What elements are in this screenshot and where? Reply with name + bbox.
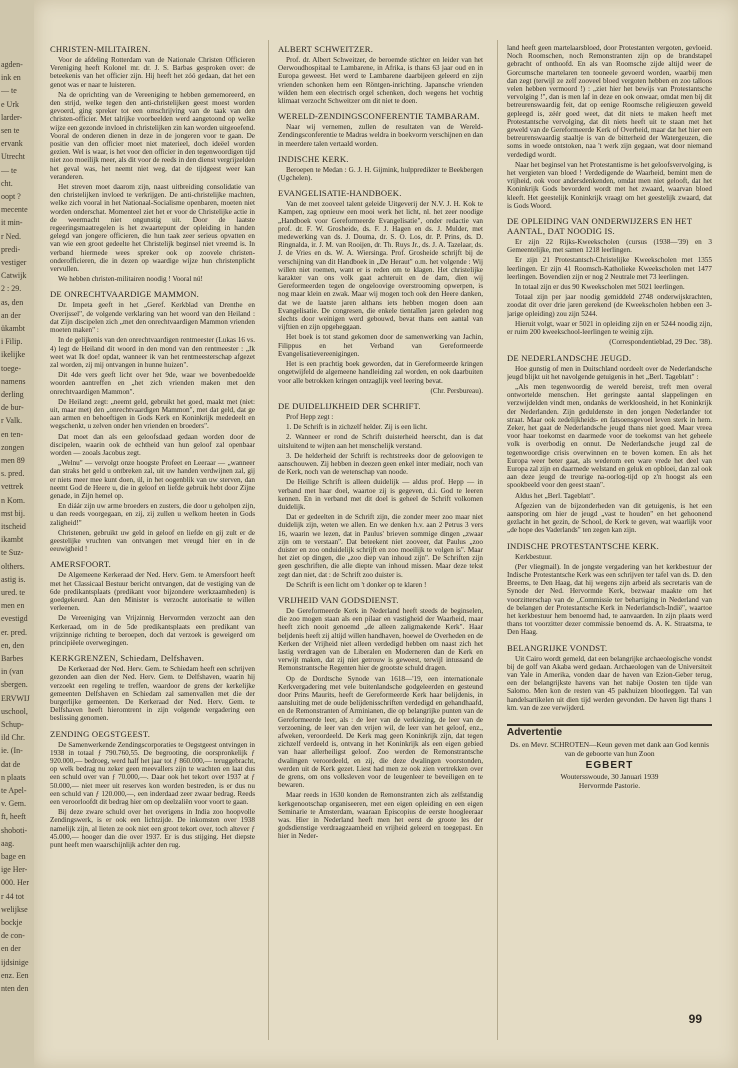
column-2 [278,44,483,843]
margin-fragment: ild Chr. [1,733,26,743]
margin-fragment: Barbes [1,654,24,663]
article-paragraph: Van de met zooveel talent geleide Uitgeverij der N.V. J. H. Kok te Kampen, zag opnieuw een mooi werk het licht, nl. het zeer noodige „Handboek voor Gereformeerde Evangelisatie", onder redactie van prof. dr. F. W. Grosheide, ds. F. J. Hagen en ds. J. Mulder, met medewerking van ds. J. Douma, dr. S. O. Los, dr. P. Prins, ds. D. Ringnalda, ir. J. M. van Rooijen, dr. Th. Ruys Jr., ds. J. A. Tazelaar, ds. J. de Vries en ds. W. A. Wiersinga. Prof. Grosheide schrijft bij de verschijning van dit Handboek in „De Heraut" o.m. het volgende : Wij willen niet roemen, want er is reden om te klagen. Het christelijke karakter van ons volk gaat achteruit en de dam, dien wij Gereformeerden tegen de ongeloovige overstrooming opwerpen, is nog maar klein en zwak. Maar wij mogen toch ook den Heere danken, dat we de laatste jaren althans iets hebben mogen doen aan Evangelisatie. De congresen, die enkele tientallen jaren geleden nog slechts door weinigen werd gebouwd, bevat thans een aantal van vijftien en zijn opgeheggaan. [278,200,483,332]
column-1 [50,44,255,851]
article-paragraph: Na de oprichting van de Vereeniging te hebben gememoreerd, en den strijd, welke tegen den anti-christelijken geest moest worden gevoerd, ging spreker tot een omschrijving van de taak van den christen-officier. Met talrijke voorbeelden werd aangetoond op welke wijze een gezonde invloed in christelijken zin kan worden uitgeoefend. Vooral de onderen dienen in deze in de jongeren voor te gaan. De positie van den officier moet niet materieel, doch ideëel worden gezien. Wel is waar, is het voor den officier in den tegenwoordigen tijd niet zoo moeilijk meer, als dit voor de reeds in den dienst vergrijzelden het geval was, het neemt niet weg, dat de tijdgeest weer kan veranderen. [50,90,255,181]
article-paragraph: Op de Dordtsche Synode van 1618—'19, een internationale Kerkvergadering met vele buitenlandsche godgeleerden en gesteund door Prins Maurits, heeft de Gereformeerde Kerk haar belijdenis, in aansluiting met de oude belijdenisschriften verdedigd en gehandhaafd, en de Remonstranten of Arminianen, die op belangrijke punten van de Gereformeerde leer, als : de leer van de verkiezing, de leer van de verzoening, de leer van den vrijen wil, de leer van het geloof, enz., afweken, veroordeeld. De Kerk mag geen Koninkrijk zijn, dat tegen zichzelf verdeeld is, ontvang in het Koninkrijk als een eigen gebied van haar allerheiligst geloof. Zoo werden de Remonstrantsche dwalingen veroordeeld, en zij, die deze dwalingen voorstonden, werden uit de Kerk gezet. Liest had men ze ook zien vertrekken over de grens, om ons volksleven voor de leugenleer te beveiligen en te bewaren. [278,674,483,790]
margin-fragment: enz. Een [1,970,29,980]
article-paragraph: land heeft geen martelaarsbloed, door Protestanten vergoten, gevloeid. Noch Roomschen, noch Remonstranten zijn op de brandstapel gebracht of onthoofd. En als van Roomsche zijde altijd weer de Gorcumsche martelaren ten tooneele gevoerd worden, waarbij men dan zegt (terwijl ze zelf zooveel bloed vergoten hebben en zoo talloos velen hebben vermoord !) : „ziet hier het bewijs van Protestantsche vervolging !", dan is men laf in deze en ook onwaar, omdat men bij dit betreurenswaardig feit, dat op eenige Roomsche religieuzen geweld gepleegd is, zéér goed weet, dat dit niets te maken heeft met Protestantsche vervolging, dat dit niets heeft uit te staan met het geweld van de Gereformeerde Kerk of Overheid, maar dat het hier een betreurenswaardig staaltje is van de bitterheid der Watergeuzen, die soms in woede ontstoken, naa 't werk zijn gegaan, wat door niemand verdedigd wordt. [507,44,712,159]
article-heading: EVANGELISATIE-HANDBOEK. [278,188,402,199]
column-divider [497,40,498,1040]
article-heading: ALBERT SCHWEITZER. [278,44,374,54]
article-paragraph: Naar het beginsel van het Protestantisme is het geloofsvervolging, is het vergieten van bloed ! Verdedigende de Waarheid, bemint men de vrijheid, ook voor andersdenkenden, omdat men niet gelooft, dat het Koninkrijk Gods bevorderd wordt met het zwaard, waarvan bloed kleeft. Het geestelijk Koninkrijk vraagt om het geestelijk zwaard, dat is Gods Woord. [507,160,712,210]
article-heading: AMERSFOORT. [50,559,111,570]
margin-fragment: cht. [1,178,13,188]
advertisement-title: Advertentie [507,727,563,739]
margin-fragment: 000. Her [1,878,29,888]
article-paragraph: De Vereeniging van Vrijzinnig Hervormden verzocht aan den Kerkeraad, om in de 5de predikantsplaats een predikant van vrijzinnige richting te beroepen, doch dat verzoek is geweigerd om principiëele overwegingen. [50,614,255,647]
margin-fragment: astig is. [1,574,26,584]
article-paragraph: En diáár zijn uw arme broeders en zusters, die door u geholpen zijn, u dan reeds voorgegaan, en zij, zij zullen u welkom heeten in Gods zaligheid!" [50,502,255,527]
margin-fragment: i Filip. [1,337,23,347]
margin-fragment: itscheid [1,522,26,531]
margin-fragment: ikambt [1,535,24,545]
article-paragraph: „Als men tegenwoordig de wereld bereist, treft men overal ontwortelde menschen. Het geringste aantal slappelingen en verzwijdelden vindt men, ondanks de werkloosheid, in het Koninkrijk der Nederlanden. Zijn geduldenste in den jongen Nederlander tot straat. Maar ook zedelijkheids- en fatsoensgevoel leven sterk in hem. Zeker, het gaat de Nederlandsche jeugd thans niet goed. Maar vreea voor haar toekomst en daarmede voor de toekomst van het geheele volk is overbodig en onnut. De Nederlandsche jeugd zal de tegenwoordige crisis overwinnen en te boven komen. En als het Europa weer beter gaat, als wederom een ware vrede het deel van Europa zal zijn en daarmede welstand en geluk en opbloei, dan zal ook aan deze jeugd de treurige na-oorlog-tijd op z'n hoogst als een spookbeeld voor den geest staan". [507,382,712,490]
article-paragraph: Kerkbestuur. [515,552,552,561]
margin-fragment: oopt ? [1,192,21,201]
article-paragraph: Dat moet dan als een geloofsdaad gedaan worden door de discipelen, waarin ook de echtheid van hun geloof zal openbaar worden — zooals Jacobus zegt. [50,432,255,457]
article-paragraph: „Welnu" — vervolgt onze hoogste Profeet en Leeraar — „wanneer dan straks het geld u ontbreken zal, uit uw handen verdwijnen zal, gij er niets meer mee kunt doen, úl, in het oogenblik van uw sterven, dan neemt God de Heere u, die in geloof en liefde gebruik hebt door Zijne genade, in Zijn hemel op. [50,459,255,500]
article-paragraph: 1. De Schrift is in zichzelf helder. Zij is een licht. [286,423,428,432]
margin-fragment: predi- [1,244,21,254]
article-heading: KERKGRENZEN, Schiedam, Delfshaven. [50,653,205,664]
margin-fragment: ükambt [1,324,25,333]
margin-fragment: ikelijke [1,350,25,360]
margin-fragment: ige Her- [1,865,28,875]
margin-fragment: ie. (In- [1,746,23,756]
article-paragraph: Hieruit volgt, waar er 5021 in opleiding zijn en er 5244 noodig zijn, er ruim 200 kweekschool-leerlingen te weinig zijn. [507,319,712,337]
margin-fragment: in (van [1,667,24,677]
margin-fragment: Schup- [1,720,24,729]
margin-fragment: — te [1,86,17,96]
margin-fragment: bockje [1,918,23,927]
article-paragraph: In totaal zijn er dus 90 Kweekscholen met 5021 leerlingen. [515,283,685,292]
article-paragraph: De Kerkeraad der Ned. Herv. Gem. te Schiedam heeft een schrijven gezonden aan dien der Ned. Herv. Gem. te Delfshaven, waarin hij verzoekt een regeling te treffen, waardoor de grens der kerkelijke gemeenten Delfshaven en Schiedam zal samenvallen met die der burgerlijke gemeenten. De Kerkeraad der Ned. Herv. Gem. te Delfshaven heeft hieromtrent in zijn volgende vergadering een beslissing genomen. [50,665,255,723]
margin-fragment: v. Gem. [1,799,27,809]
advertisement-place-date: Woutersswoude, 30 Januari 1939 [560,772,659,782]
article-heading: DE ONRECHTVAARDIGE MAMMON. [50,289,199,300]
article-heading: INDISCHE PROTESTANTSCHE KERK. [507,540,659,551]
article-paragraph: De Algemeene Kerkeraad der Ned. Herv. Gem. te Amersfoort heeft met het Classicaal Bestuur bericht ontvangen, dat de vestiging van de 6de predikantsplaats (predikant voor bijzondere werkzaamheden) is goedgekeurd. Aan den Minister is verzocht autorisatie te willen verleenen. [50,571,255,613]
article-paragraph: (Per vliegmail). In de jongste vergadering van het kerkbestuur der Indische Protestantsche Kerk was een schrijven ter tafel van ds. D. den Breems, te Den Haag, dat hij wegens zijn arbeid als secretaris van de Synode der Ned. Hervormde Kerk, bezwaar maakte om het voorzitterschap van de „Commissie ter behartiging in Nederland van de belangen der Protestantsche Kerk in Nederlandsch-Indië", waartoe het kerkbestuur hem benoemd had, te aanvaarden. In zijn plaats werd thans tot voorzitter dezer commissie benoemd ds. A. K. Straatsma, te Den Haag. [507,562,712,637]
margin-fragment: s. pred. [1,469,25,479]
article-paragraph: Beroepen te Medan : G. J. H. Gijmink, hulppredikter te Beekbergen (Ugchelen). [278,165,483,183]
margin-fragment: vestiger [1,258,27,267]
article-paragraph: Voor de afdeling Rotterdam van de Nationale Christen Officieren Vereniging heeft Kolonel mr. dr. J. S. Barbas gesproken over: de beteekenis van het officier zijn. Hij heeft het zóó gedaan, dat het een genot was er naar te luisteren. [50,56,255,89]
margin-fragment: te Suz- [1,548,24,558]
margin-fragment: de bur- [1,403,24,413]
article-heading: ZENDING OEGSTGEEST. [50,728,151,739]
margin-fragment: men en [1,601,25,611]
margin-fragment: mecente [1,205,28,215]
margin-fragment: ervank [1,139,23,149]
article-heading: WERELD-ZENDINGSCONFERENTIE TAMBARAM. [278,111,480,122]
margin-fragment: it min- [1,218,23,228]
margin-fragment: toege- [1,363,21,373]
advertisement-text: Ds. en Mevr. SCHROTEN—Keun geven met dank aan God kennis van de geboorte van hun Zoon [510,740,709,758]
adjacent-page-margin [0,0,35,1068]
article-heading: DE DUIDELIJKHEID DER SCHRIFT. [278,400,421,411]
margin-fragment: mst bij. [1,508,26,518]
margin-fragment: er. pred. [1,627,27,637]
article-paragraph: De Gereformeerde Kerk in Nederland heeft steeds de beginselen, die zoo mogen staan als een pilaar en vastigheid der Waarheid, maar heeft zich nooit genoemd „de alleen zaligmakende Kerk". Haar beljdenis heeft zij altijd willen handhaven, hoewel de Overheden en de Kerken der Vrijheid niet alleen verdedigd hebben om naast zich het lastig verdragen van de Liberalen en Moderneren dan de Kerk en verwijt maken, dat zij niet getrouw is geweest, terwijl intussand de Remonstrantsche Regenten hier de grootste schuld dragen. [278,606,483,673]
article-heading: DE OPLEIDING VAN ONDERWIJZERS EN HET AANTAL, DAT NOODIG IS. [507,216,693,237]
article-paragraph: Afgezien van de bijzonderheden van dit getuigenis, is het een aansporing om hier de jeugd „vast te houden" en het gehoonend gezlacht in het gezin, de School, de Kerk te geven, wat waarlijk voor „de hope des Vaderlands" ten zegen kan zijn. [507,501,712,535]
margin-fragment: e Urk [1,99,19,109]
margin-fragment: welijkse [1,904,28,914]
margin-fragment: bage en [1,852,26,861]
margin-fragment: men 89 [1,456,25,465]
margin-fragment: ured. te [1,588,25,597]
article-heading: CHRISTEN-MILITAIREN. [50,44,151,54]
article-paragraph: Prof Hepp zegt : [286,412,334,421]
margin-fragment: nten den [1,984,29,993]
article-paragraph: De Samenwerkende Zendingscorporaties te Oegstgeest ontvingen in 1938 in totaal ƒ 790.760,55. De begrooting, die oorspronkelijk ƒ 920.000,— bedroeg, werd half het jaar tot ƒ 860.000,— teruggebracht, op welk bedrag nu zeker geen meevallers zijn te wachten en laat dus een schuld over van ƒ 70.000,—. Daar ook het tekort over 1937 at ƒ 50.000,— niet meer uit reserves kon worden bestreden, is er dus nu een schuld van ƒ 120.000,—, een inderdaad zeer zwaar bedrag. Reeds een veroorloofdt dit bedrag hier om op deelzaliën voor voort te gaan. [50,740,255,807]
margin-fragment: sbergen. [1,680,28,690]
margin-fragment: olthers. [1,561,25,571]
article-heading: BELANGRIJKE VONDST. [507,642,608,653]
margin-fragment: vettrek [1,482,24,492]
article-paragraph: Bij deze zware schuld over het overigens in India zoo hoopvolle Zendingswerk, is er ook een lichtzijde. De inkomsten over 1938 namelijk zijn, al lieten ze ook niet een groot tekort over, toch altever ƒ 45.000,— hooger dan die over 1937. Er is dus stijging. Het diepste punt heeft men waarschijnlijk achter den rug. [50,808,255,850]
article-source: (Correspondentieblad, 29 Dec. '38). [609,338,712,347]
article-paragraph: Naar wij vernemen, zullen de resultaten van de Wereld-Zendingsconferentie te Madras weldra in boekvorm verschijnen en dan in meerdere talen vertaald worden. [278,123,483,148]
column-divider [268,40,269,1040]
margin-fragment: larder- [1,112,23,122]
article-paragraph: Maar reeds in 1630 konden de Remonstranten zich als zelfstandig kerkgenootschap organiseeren, met een eigen opleiding en een eigen Seminarie te Amsterdam, waaraan Episcopius de eerste hoogleeraar was. Hier in Nederland heeft men het eerst de groote les der godsdienstige verdraagzaamheid en vrijheid geleerd en toegepast. En hier in Neder- [278,791,483,841]
article-paragraph: Het is een prachtig boek geworden, dat in Gereformeerde kringen ongetwijfeld de algemeene handleiding zal worden, en ook daarbuiten voor alle betrokken kringen ontzaglijk veel leering bevat. [278,360,483,385]
margin-fragment: uschool, [1,706,28,716]
article-paragraph: Er zijn 22 Rijks-Kweekscholen (cursus (1938—'39) en 3 Gemeentelijke, met samen 1218 leerlingen. [507,238,712,255]
margin-fragment: en, den [1,640,25,650]
margin-fragment: namens [1,376,26,386]
article-paragraph: Het boek is tot stand gekomen door de samenwerking van Jachin, Filippus en het Verband van Gereformeerde Evangelisatievereenigingen. [278,333,483,358]
margin-fragment: shoboti- [1,825,28,835]
margin-fragment: en ten- [1,429,23,439]
article-paragraph: In de gelijkenis van den onrechtvaardigen rentmeester (Lukas 16 vs. 4) legt de Heiland dit woord in den mond van den rentmeester : „Ik weet wat Ik doe! opdat, wanneer ik van het rentmeesterschap afgezet zal worden, zij mij ontvangen in hunne huizen". [50,336,255,369]
margin-fragment: ijdsinige [1,957,29,967]
margin-fragment: — te [1,165,17,175]
margin-fragment: as, den [1,297,24,307]
margin-fragment: te Apel- [1,786,27,795]
article-heading: INDISCHE KERK. [278,153,349,164]
page-number: 99 [688,1012,702,1026]
article-paragraph: Dr. Impeta geeft in het „Geref. Kerkblad van Drenthe en Overijssel", de volgende verklaring van het woord van den Heiland : dat Zijn discipelen zich „met den onrechtvaardigen Mammon vrienden moeten maken" : [50,301,255,335]
margin-fragment: de con- [1,931,25,941]
article-paragraph: De Schrift is een licht om 't donker op te klaren ! [286,580,427,589]
article-paragraph: Er zijn 21 Protestantsch-Christelijke Kweekscholen met 1355 leerlingen. Er zijn 41 Roomsch-Katholieke Kweekscholen met 1477 leerlingen. Bovendien zijn er nog 2 Neutrale met 73 leerlingen. [507,256,712,281]
margin-fragment: 2 : 29. [1,284,22,294]
margin-fragment: ERVWIJ [1,693,30,703]
article-paragraph: Prof. dr. Albert Schweitzer, de beroemde stichter en leider van het Oerwoudhospitaal te Lambarene, in Afrika, is thans 63 jaar oud en in Europa geweest. Het werd te Lambarene daarbijeen geleerd en zijn vrienden schonken hem een Röntgen-inrichting. Japansche vrienden wilden hem een electrisch orgel schenken, doch wegens het vochtig klimaat verzocht Schweitzer om dit niet te doen. [278,56,483,106]
margin-fragment: derling [1,390,24,399]
margin-fragment: evestigd [1,614,28,624]
article-paragraph: 3. De helderheid der Schrift is rechtstreeks door de geloovigen te aanschouwen. Zij hebben in deezen geen enkel inter mediair, noch van de Kerk, noch van de wetenschap van noode. [278,451,483,477]
article-paragraph: Christenen, gebruikt uw geld in geloof en liefde en gij zult er de geestelijke vruchten van ontvangen met vreugd hier en in de eeuwigheid ! [50,528,255,554]
margin-fragment: agden- [1,60,23,69]
margin-fragment: Utrecht [1,152,25,162]
margin-fragment: sen te [1,126,20,135]
article-heading: DE NEDERLANDSCHE JEUGD. [507,352,632,363]
article-paragraph: We hebben christen-militairen noodig ! Vooral nú! [58,275,203,284]
margin-fragment: Catwijk [1,271,27,281]
margin-fragment: r Valk. [1,416,23,426]
article-paragraph: 2. Wanneer er rond de Schrift duisterheid heerscht, dan is dat uitsluitend te wijten aan het menschelijk verstand. [278,433,483,450]
advertisement-child-name: EGBERT [585,760,634,772]
margin-fragment: zongen [1,442,25,452]
article-paragraph: Uit Cairo wordt gemeld, dat een belangrijke archaeologische vondst bij de golf van Akaba werd gedaan. Archaeologen van de Universiteit van Yale in Amerika, vonden daar de haven van Ezion-Geber terug, een der belangrijkste havens van het nabije Oosten ten tijde van Salomo. Men kon de resten van 45 pakhuizen blootleggen. Tal van handelsartikelen uit dien tijd werden gevonden. De haven ligt thans 1 km. van de zee verwijderd. [507,654,712,712]
advertisement [507,724,712,790]
article-paragraph: Totaal zijn per jaar noodig gemiddeld 2748 onderwijskrachten, zoodat dit over drie jaren gerekend (de Kweekscholen hebben een 3-jarige opleiding) zou zijn 5244. [507,293,712,318]
margin-fragment: an der [1,310,21,320]
margin-fragment: ink en [1,73,21,83]
advertisement-sender: Hervormde Pastorie. [578,780,641,790]
column-3 [507,44,712,790]
margin-fragment: n plaats [1,772,26,782]
article-paragraph: De Heiland zegt: „neemt geld, gebruikt het goed, maakt met (niet: uit, maar met) den „onrechtvaardigen Mammon", met dat geld, dat ge aan armen en behoeftigen in Gods Kerk en Koninkrijk mededeelt en wegschenkt, u zelven onder hen vrienden en broeders". [50,397,255,431]
margin-fragment: n Kom. [1,495,25,505]
article-paragraph: De Heilige Schrift is alleen duidelijk — aldus prof. Hepp — in verband met haar doel, waartoe zij is gegeven, d.i. God te leeren kennen. En in verband met dit doel is geheel de Schrift volkomen duidelijk. [278,478,483,511]
article-paragraph: Hoe gunstig of men in Duitschland oordeelt over de Nederlandsche jeugd blijkt uit het navolgende getuigenis in het „Berl. Tageblatt" : [507,364,712,381]
article-paragraph: Het streven moet daarom zijn, naast uitbreiding consolidatie van den christelijken invloed te verkrijgen. De anti-christelijke machten, welke zich vooral in het Nationaal-Socialisme openbaren, moeten niet worden onderschat. Momenteel ziet het er voor de Christelijke actie in de weermacht niet ongunstig uit. Door de laatste regeeringsmaatregelen is het zwaartepunt der opleiding in handen gelegd van jongere officieren, die hun taak zeer serieus opvatten en van wie een groot gedeelte het Christelijk beginsel niet vreemd is. In verband hiermede wees spreker ook op zoovele christen-onderofficieren, die in dezen op waardige wijze hun christenplicht vervullen. [50,183,255,274]
article-source: (Chr. Persbureau). [430,386,483,395]
margin-fragment: aag. [1,838,15,848]
margin-fragment: r 44 tot [1,891,25,901]
article-heading: VRIJHEID VAN GODSDIENST. [278,594,399,605]
margin-fragment: r Ned. [1,231,21,241]
article-paragraph: Dat er gedeelten in de Schrift zijn, die zonder meer zoo maar niet duidelijk zijn, weten we allen. En we denken h.v. aan 2 Petrus 3 vers 16, waarin we lezen, dat in Paulus' brieven sommige dingen „zwaar zijn om te verstaan". Dat beteekent niet zooveer, dat Paulus „zoo duister en zoo onduidelijk schrijft en zoo moeilijk te volgen is". Maar het ziet op dingen, die „zoo diep van inhoud zijn". De Schriften zijn geen geschriften, die alle diepte van inhoud missen. Maar deze tekst zegt dan niet, dat : de Schrift zoo duister is. [278,513,483,579]
margin-fragment: ft, heeft [1,812,26,822]
margin-fragment: dat de [1,759,21,769]
article-paragraph: Dit 4de vers geeft licht over het 9de, waar we bovenbedoelde woorden aantreffen en „het zich vrienden maken met den onrechtvaardigen Mammon". [50,371,255,396]
margin-fragment: en der [1,944,21,954]
article-paragraph: Aldus het „Berl. Tageblatt". [515,491,595,500]
